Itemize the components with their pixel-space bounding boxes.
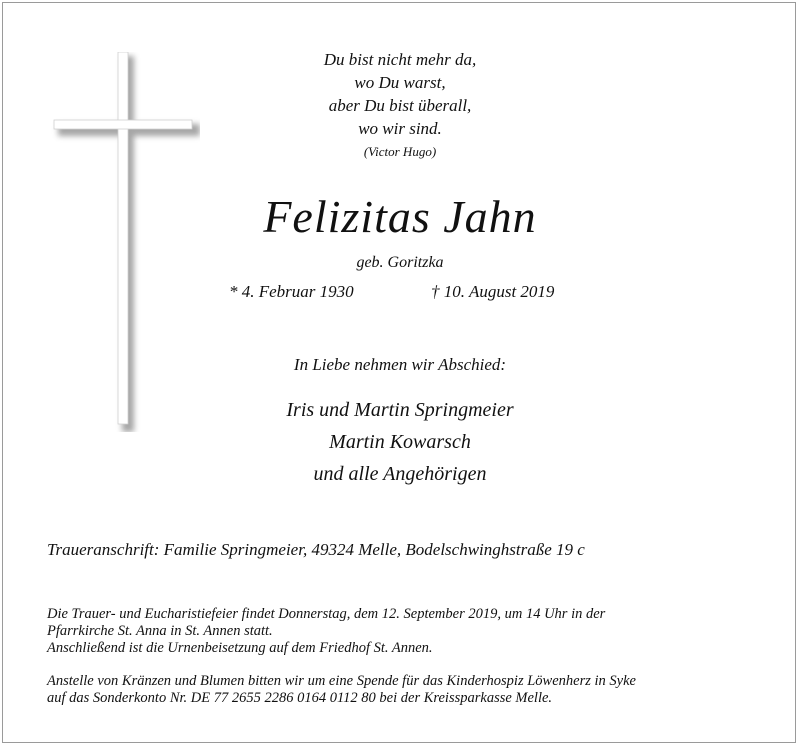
- farewell-intro: In Liebe nehmen wir Abschied:: [293, 355, 507, 374]
- poem-line: wo wir sind.: [358, 119, 442, 138]
- mourning-address: Traueranschrift: Familie Springmeier, 49324 Melle, Bodelschwinghstraße 19 c: [47, 540, 585, 559]
- mourner: Martin Kowarsch: [329, 431, 471, 453]
- donation-line: auf das Sonderkonto Nr. DE 77 2655 2286 0164 0112 80 bei der Kreissparkasse Melle.: [47, 690, 553, 706]
- mourners-list: [200, 394, 600, 490]
- donation-line: Anstelle von Kränzen und Blumen bitten wir um eine Spende für das Kinderhospiz Löwenherz in Syke: [47, 673, 636, 689]
- cross-icon: [50, 52, 200, 432]
- mourner: und alle Angehörigen: [313, 463, 487, 485]
- deceased-name: Felizitas Jahn: [263, 191, 537, 242]
- mourner: Iris und Martin Springmeier: [286, 399, 514, 421]
- poem-line: aber Du bist überall,: [328, 96, 472, 115]
- death-date: † 10. August 2019: [431, 282, 555, 301]
- poem-attribution: (Victor Hugo): [363, 144, 437, 159]
- birth-date: * 4. Februar 1930: [229, 282, 354, 301]
- poem-line: Du bist nicht mehr da,: [323, 50, 477, 69]
- born-name: geb. Goritzka: [356, 254, 444, 271]
- donation-info: [47, 673, 767, 707]
- service-info: [47, 606, 767, 657]
- service-line: Die Trauer- und Eucharistiefeier findet Donnerstag, dem 12. September 2019, um 14 Uhr in der: [47, 606, 606, 622]
- service-line: Anschließend ist die Urnenbeisetzung auf dem Friedhof St. Annen.: [47, 640, 433, 656]
- poem: [200, 48, 600, 140]
- poem-line: wo Du warst,: [354, 73, 446, 92]
- service-line: Pfarrkirche St. Anna in St. Annen statt.: [47, 623, 273, 639]
